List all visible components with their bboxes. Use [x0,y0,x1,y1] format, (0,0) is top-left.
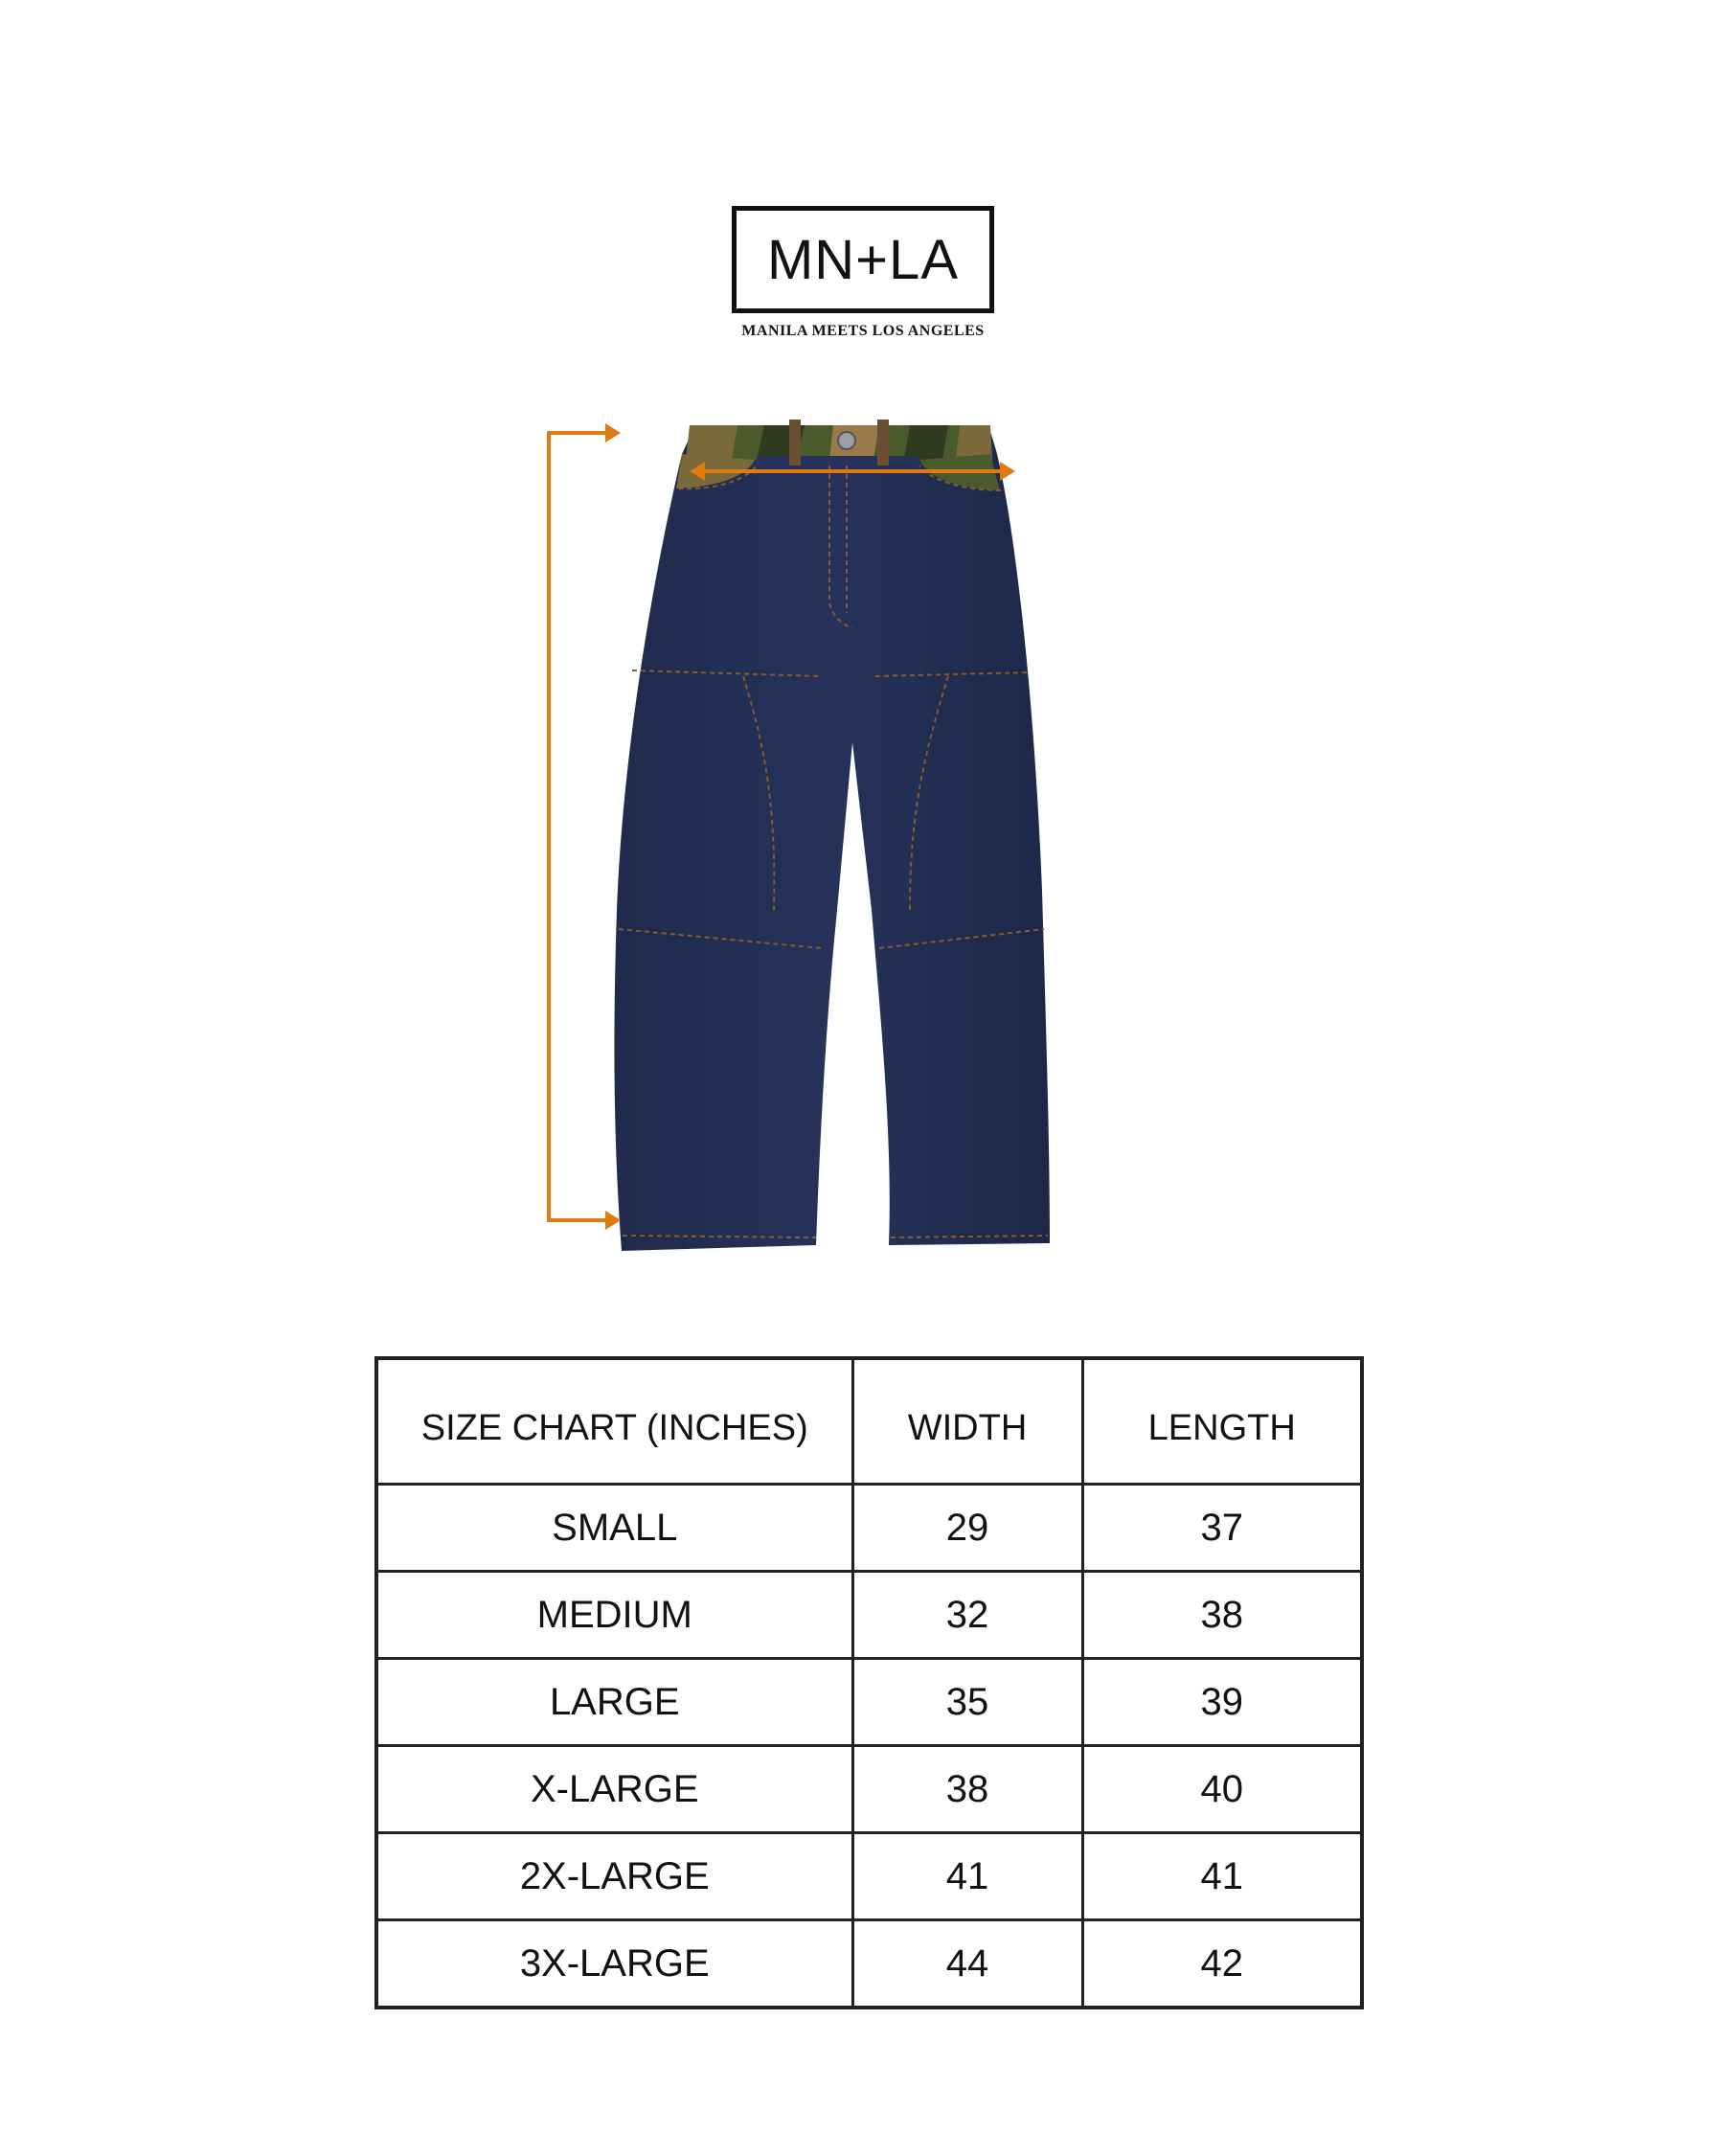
header-width: WIDTH [852,1358,1082,1485]
brand-tagline: MANILA MEETS LOS ANGELES [741,323,985,339]
length-cell: 42 [1082,1920,1362,2008]
measure-arrow-icon [1000,462,1015,481]
width-cell: 44 [852,1920,1082,2008]
size-cell: X-LARGE [376,1746,852,1833]
table-row [376,1572,1362,1659]
size-cell: MEDIUM [376,1572,852,1659]
table-row [376,1485,1362,1572]
length-cell: 38 [1082,1572,1362,1659]
jeans-measurement-illustration [517,412,1207,1255]
table-row [376,1659,1362,1746]
width-cell: 38 [852,1746,1082,1833]
logo-text: MN+LA [766,228,959,291]
header-size-chart: SIZE CHART (INCHES) [376,1358,852,1485]
width-cell: 32 [852,1572,1082,1659]
length-cell: 37 [1082,1485,1362,1572]
width-cell: 41 [852,1833,1082,1920]
table-row [376,1746,1362,1833]
table-header-row [376,1358,1362,1485]
jeans-button [838,432,855,449]
size-cell: 2X-LARGE [376,1833,852,1920]
measure-arrow-icon [605,423,621,443]
size-cell: SMALL [376,1485,852,1572]
length-cell: 39 [1082,1659,1362,1746]
measure-arrow-icon [605,1211,621,1230]
header-length: LENGTH [1082,1358,1362,1485]
table-row [376,1833,1362,1920]
brand-logo [732,206,994,313]
size-cell: 3X-LARGE [376,1920,852,2008]
jeans-body [614,425,1050,1251]
length-cell: 40 [1082,1746,1362,1833]
length-cell: 41 [1082,1833,1362,1920]
length-measure-arrow [547,433,605,1220]
table-row [376,1920,1362,2008]
width-cell: 35 [852,1659,1082,1746]
size-cell: LARGE [376,1659,852,1746]
size-chart-table [374,1356,1364,2009]
width-cell: 29 [852,1485,1082,1572]
